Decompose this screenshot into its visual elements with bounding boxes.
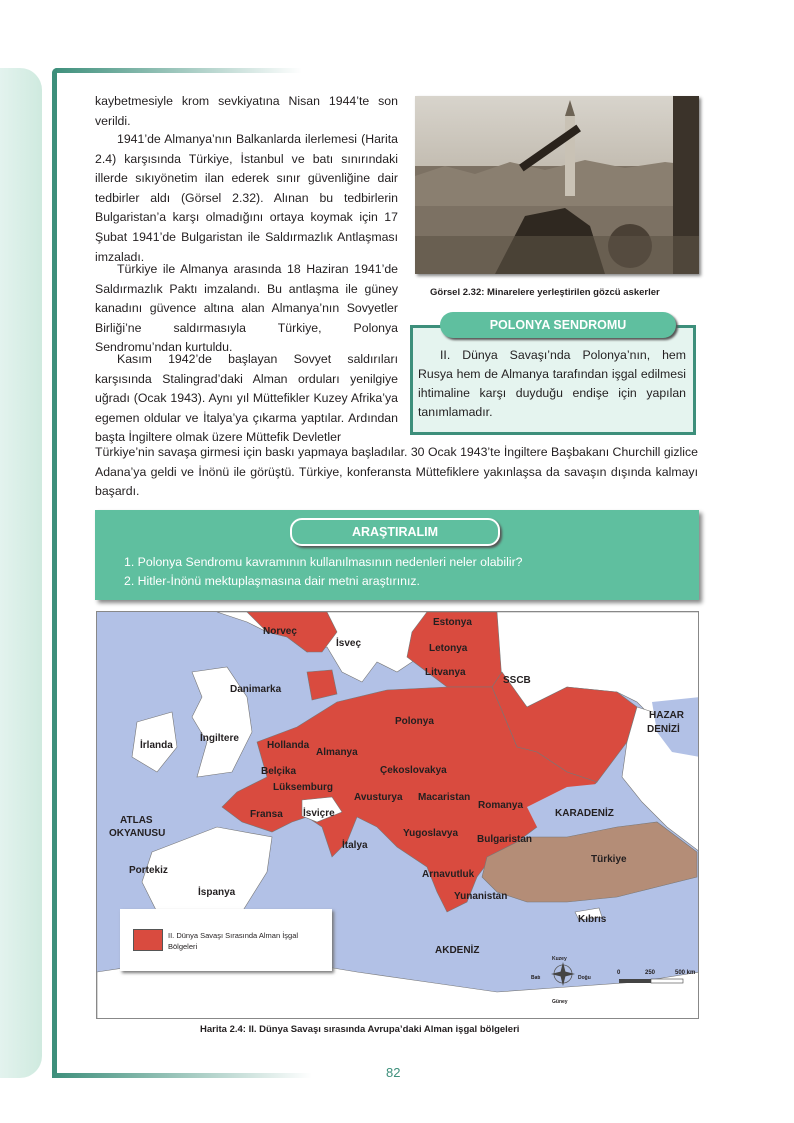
label-luksemburg: Lüksemburg <box>273 782 334 793</box>
label-denizi: DENİZİ <box>647 724 680 735</box>
label-bulgaristan: Bulgaristan <box>477 834 533 845</box>
label-avusturya: Avusturya <box>354 792 403 803</box>
label-macaristan: Macaristan <box>418 792 471 803</box>
label-kibris: Kıbrıs <box>578 914 607 925</box>
label-almanya: Almanya <box>316 747 358 758</box>
page-number: 82 <box>386 1065 401 1080</box>
photo-caption: Görsel 2.32: Minarelere yerleştirilen gözcü askerler <box>430 287 660 298</box>
label-yunanistan: Yunanistan <box>454 891 508 902</box>
paragraph-4-top: Kasım 1942’de başlayan Sovyet saldırıları karşısında Stalingrad’daki Alman orduları yenilgiye uğradı (Ocak 1943). Aynı yıl Müttefikler Kuzey Afrika’ya egemen oldular ve İtalya’ya çıkarma yaptılar. Ardından başta İngiltere olmak üzere Müttefik Devletler <box>95 352 398 445</box>
scale-250: 250 <box>645 970 656 976</box>
legend-text: II. Dünya Savaşı Sırasında Alman İşgal Bölgeleri <box>168 931 299 951</box>
compass-west: Batı <box>531 975 541 981</box>
legend-swatch-occupied <box>133 929 163 951</box>
label-turkiye: Türkiye <box>591 854 627 865</box>
label-belcika: Belçika <box>261 766 297 777</box>
scale-0: 0 <box>617 970 621 976</box>
label-estonya: Estonya <box>433 617 472 628</box>
label-polonya: Polonya <box>395 716 434 727</box>
label-akdeniz: AKDENİZ <box>435 945 480 956</box>
label-danimarka: Danimarka <box>230 684 282 695</box>
label-arnavutluk: Arnavutluk <box>422 869 475 880</box>
label-letonya: Letonya <box>429 643 468 654</box>
compass-east: Doğu <box>578 975 591 981</box>
label-romanya: Romanya <box>478 800 524 811</box>
label-norvec: Norveç <box>263 626 297 637</box>
label-isvicre: İsviçre <box>303 808 335 819</box>
label-okyanusu: OKYANUSU <box>109 828 166 839</box>
label-hazar: HAZAR <box>649 710 684 721</box>
page-frame-bottom <box>52 1073 312 1078</box>
paragraph-1: kaybetmesiyle krom sevkiyatına Nisan 1944’te son verildi. <box>95 94 398 128</box>
polonya-sendromu-title: POLONYA SENDROMU <box>440 312 676 338</box>
label-ispanya: İspanya <box>198 887 236 898</box>
arastiralim-list <box>124 553 523 591</box>
label-cekoslovakya: Çekoslovakya <box>380 765 447 776</box>
paragraph-4-bottom: Türkiye’nin savaşa girmesi için baskı yapmaya başladılar. 30 Ocak 1943’te İngiltere Başbakanı Churchill gizlice Adana’ya geldi ve İnönü ile görüştü. Türkiye, konferansta Müttefiklere yakınlaşsa da savaşın dışında kalmayı başardı. <box>95 445 698 499</box>
label-irlanda: İrlanda <box>140 740 173 751</box>
label-fransa: Fransa <box>250 809 283 820</box>
page-frame-top <box>52 68 302 73</box>
label-portekiz: Portekiz <box>129 865 168 876</box>
label-yugoslavya: Yugoslavya <box>403 828 459 839</box>
label-sscb: SSCB <box>503 675 531 686</box>
compass-south: Güney <box>552 999 568 1005</box>
paragraph-2: 1941’de Almanya’nın Balkanlarda ilerlemesi (Harita 2.4) karşısında Türkiye, İstanbul ve batı sınırındaki illerde sıkıyönetim ilan ederek sınır güvenliğine dair tedbirler aldı (Görsel 2.32). Alınan bu tedbirlerin Bulgaristan’a karşı olmadığını ortaya koymak için 17 Şubat 1941’de Bulgaristan ile Saldırmazlık Antlaşması imzaladı. <box>95 132 398 264</box>
label-hollanda: Hollanda <box>267 740 310 751</box>
side-strip <box>0 68 42 1078</box>
label-ingiltere: İngiltere <box>200 733 239 744</box>
scale-500: 500 km <box>675 970 696 976</box>
page-frame-left <box>52 68 57 1078</box>
photo-minaret-soldiers <box>415 96 699 274</box>
arastiralim-title: ARAŞTIRALIM <box>290 518 500 546</box>
label-karadeniz: KARADENİZ <box>555 808 614 819</box>
label-isvec: İsveç <box>336 638 362 649</box>
paragraph-3: Türkiye ile Almanya arasında 18 Haziran 1941’de Saldırmazlık Paktı imzalandı. Bu antlaşma ile güney kanadını güvence altına alan Almanya’nın Sovyetler Birliği’ne saldırmasıyla Türkiye, Polonya Sendromu’ndan kurtuldu. <box>95 262 398 355</box>
map-caption: Harita 2.4: II. Dünya Savaşı sırasında Avrupa’daki Alman işgal bölgeleri <box>200 1024 520 1035</box>
compass-north: Kuzey <box>552 956 567 962</box>
arastiralim-item: 2. Hitler-İnönü mektuplaşmasına dair metni araştırınız. <box>124 574 420 588</box>
arastiralim-item: 1. Polonya Sendromu kavramının kullanılmasının nedenleri neler olabilir? <box>124 555 523 569</box>
label-italya: İtalya <box>342 840 368 851</box>
label-litvanya: Litvanya <box>425 667 466 678</box>
map-legend <box>120 909 332 971</box>
label-atlas: ATLAS <box>120 815 153 826</box>
polonya-sendromu-text: II. Dünya Savaşı’nda Polonya’nın, hem Rusya hem de Almanya tarafından işgal edilmesi ihtimaline karşı duyduğu endişe için yapılan tanımlamadır. <box>418 348 686 419</box>
